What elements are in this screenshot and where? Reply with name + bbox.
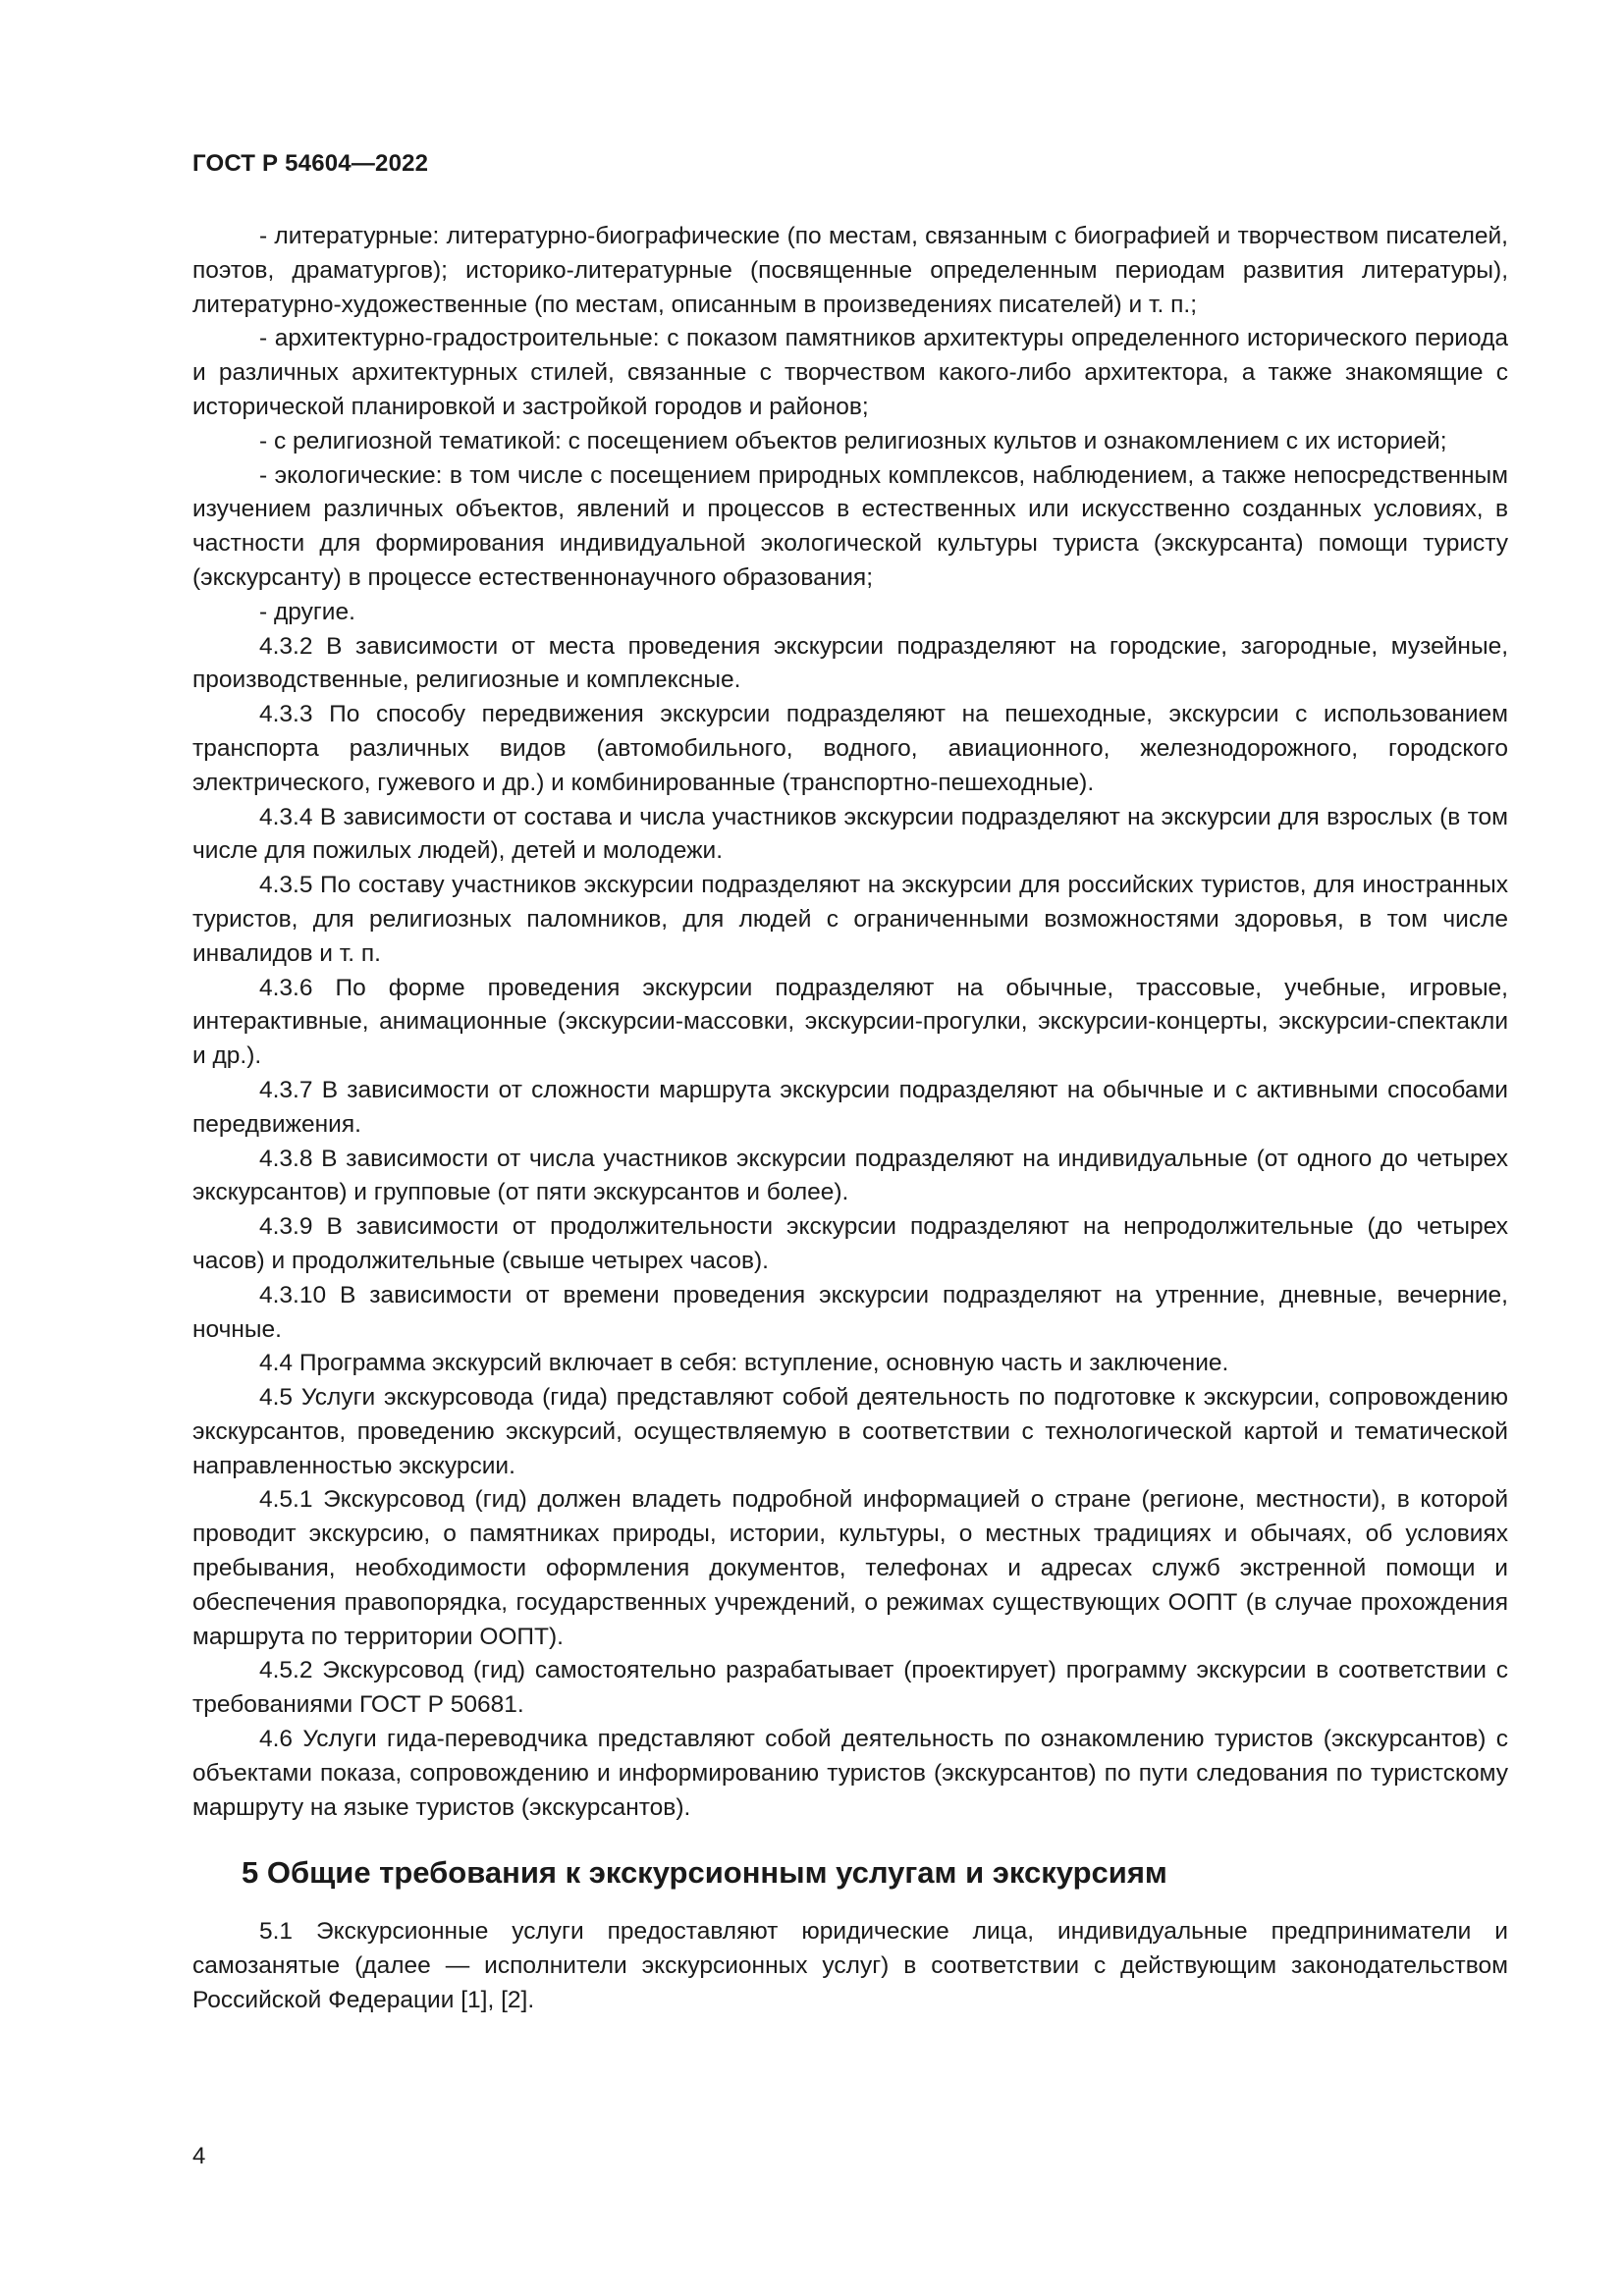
clause-4-3-8: 4.3.8 В зависимости от числа участников экскурсии подразделяют на индивидуальные (от одного до четырех экскурсантов) и групповые (от пяти экскурсантов и более).	[192, 1145, 1508, 1206]
clause-4-5-1: 4.5.1 Экскурсовод (гид) должен владеть подробной информацией о стране (регионе, местности), в которой проводит экскурсию, о памятниках природы, истории, культуры, о местных традициях и обычаях, об условиях пребывания, необходимости оформления документов, телефонах и адресах служб экстренной помощи и обеспечения правопорядка, государственных учреждений, о режимах существующих ООПТ (в случае прохождения маршрута по территории ООПТ).	[192, 1486, 1508, 1650]
clause-4-5-2: 4.5.2 Экскурсовод (гид) самостоятельно разрабатывает (проектирует) программу экскурсии в соответствии с требованиями ГОСТ Р 50681.	[192, 1657, 1508, 1719]
list-item-religious: - с религиозной тематикой: с посещением объектов религиозных культов и ознакомлением с их историей;	[259, 427, 1447, 454]
clause-4-3-3: 4.3.3 По способу передвижения экскурсии подразделяют на пешеходные, экскурсии с использованием транспорта различных видов (автомобильного, водного, авиационного, железнодорожного, городского электрического, гужевого и др.) и комбинированные (транспортно-пешеходные).	[192, 701, 1508, 796]
clause-4-3-7: 4.3.7 В зависимости от сложности маршрута экскурсии подразделяют на обычные и с активными способами передвижения.	[192, 1076, 1508, 1138]
page-number: 4	[192, 2143, 206, 2169]
clause-4-3-6: 4.3.6 По форме проведения экскурсии подразделяют на обычные, трассовые, учебные, игровые, интерактивные, анимационные (экскурсии-массовки, экскурсии-прогулки, экскурсии-концерты, экскурсии-спектакли и др.).	[192, 974, 1508, 1070]
clause-4-4: 4.4 Программа экскурсий включает в себя: вступление, основную часть и заключение.	[259, 1350, 1229, 1377]
section-5-title: 5 Общие требования к экскурсионным услугам и экскурсиям	[242, 1855, 1167, 1891]
clause-4-6: 4.6 Услуги гида-переводчика представляют собой деятельность по ознакомлению туристов (экскурсантов) с объектами показа, сопровождению и информированию туристов (экскурсантов) по пути следования по туристскому маршруту на языке туристов (экскурсантов).	[192, 1726, 1508, 1821]
list-item-ecological: - экологические: в том числе с посещением природных комплексов, наблюдением, а также непосредственным изучением различных объектов, явлений и процессов в естественных или искусственно созданных условиях, в частности для формирования индивидуальной экологической культуры туриста (экскурсанта) помощи туристу (экскурсанту) в процессе естественнонаучного образования;	[192, 461, 1508, 591]
clause-4-3-9: 4.3.9 В зависимости от продолжительности экскурсии подразделяют на непродолжительные (до четырех часов) и продолжительные (свыше четырех часов).	[192, 1213, 1508, 1274]
clause-5-1: 5.1 Экскурсионные услуги предоставляют юридические лица, индивидуальные предприниматели и самозанятые (далее — исполнители экскурсионных услуг) в соответствии с действующим законодательством Российской Федерации [1], [2].	[192, 1918, 1508, 2014]
clause-4-3-4: 4.3.4 В зависимости от состава и числа участников экскурсии подразделяют на экскурсии для взрослых (в том числе для пожилых людей), детей и молодежи.	[192, 803, 1508, 865]
clause-4-3-5: 4.3.5 По составу участников экскурсии подразделяют на экскурсии для российских туристов, для иностранных туристов, для религиозных паломников, для людей с ограниченными возможностями здоровья, в том числе инвалидов и т. п.	[192, 872, 1508, 967]
clause-4-3-10: 4.3.10 В зависимости от времени проведения экскурсии подразделяют на утренние, дневные, вечерние, ночные.	[192, 1281, 1508, 1343]
list-item-architectural: - архитектурно-градостроительные: с показом памятников архитектуры определенного исторического периода и различных архитектурных стилей, связанные с творчеством какого-либо архитектора, а также знакомящие с исторической планировкой и застройкой городов и районов;	[192, 325, 1508, 420]
document-header: ГОСТ Р 54604—2022	[192, 150, 429, 177]
clause-4-3-2: 4.3.2 В зависимости от места проведения экскурсии подразделяют на городские, загородные, музейные, производственные, религиозные и комплексные.	[192, 632, 1508, 694]
document-body	[192, 220, 1508, 2018]
clause-4-5: 4.5 Услуги экскурсовода (гида) представляют собой деятельность по подготовке к экскурсии, сопровождению экскурсантов, проведению экскурсий, осуществляемую в соответствии с технологической картой и тематической направленностью экскурсии.	[192, 1384, 1508, 1479]
list-item-other: - другие.	[259, 598, 355, 625]
list-item-literary: - литературные: литературно-биографические (по местам, связанным с биографией и творчеством писателей, поэтов, драматургов); историко-литературные (посвященные определенным периодам развития литературы), литературно-художественные (по местам, описанным в произведениях писателей) и т. п.;	[192, 223, 1508, 318]
